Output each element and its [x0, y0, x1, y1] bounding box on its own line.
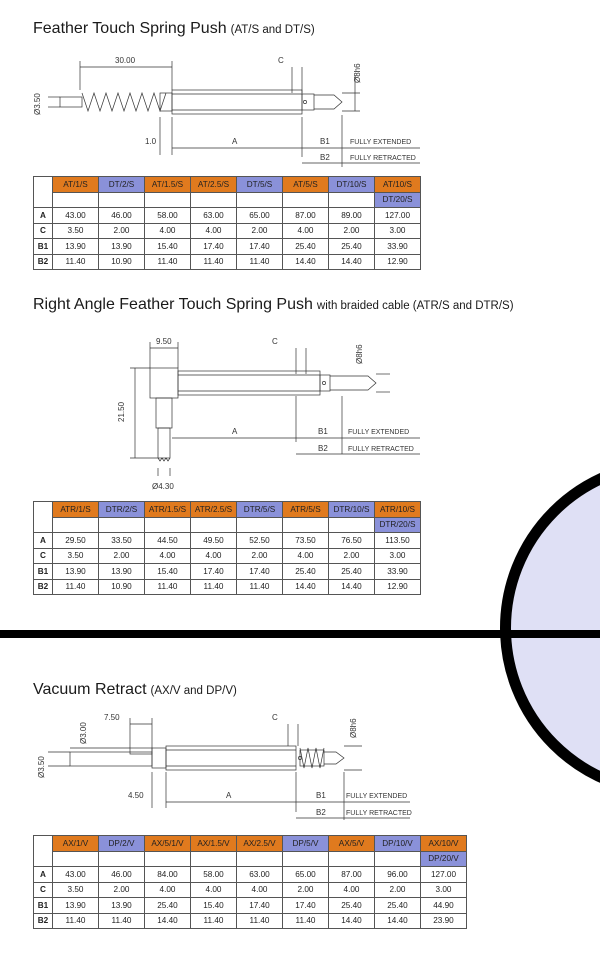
row-label: B1	[34, 239, 53, 255]
fully-extended-label: FULLY EXTENDED	[348, 429, 410, 436]
section-subtitle: (AT/S and DT/S)	[230, 24, 315, 36]
blank-cell	[191, 851, 237, 867]
cell: 113.50	[375, 533, 421, 549]
cell: 11.40	[145, 254, 191, 270]
row-label: C	[34, 548, 53, 564]
cell: 13.90	[53, 239, 99, 255]
cell: 2.00	[237, 223, 283, 239]
cell: 12.90	[375, 579, 421, 595]
decorative-circle	[500, 458, 600, 798]
cell: 25.40	[283, 564, 329, 580]
cell: 25.40	[329, 564, 375, 580]
blank-cell	[145, 517, 191, 533]
dim-c: C	[272, 713, 278, 722]
cell: 3.50	[53, 223, 99, 239]
dim-30: 30.00	[115, 56, 136, 65]
row-label: C	[34, 882, 53, 898]
cell: 33.50	[99, 533, 145, 549]
cell: 11.40	[53, 254, 99, 270]
section-title-text: Feather Touch Spring Push	[33, 20, 227, 37]
cell: 17.40	[237, 239, 283, 255]
header-cell: AX/2.5/V	[237, 836, 283, 852]
section-subtitle: with braided cable (ATR/S and DTR/S)	[316, 300, 514, 312]
header-cell-extra: DTR/20/S	[375, 517, 421, 533]
header-cell: DP/5/V	[283, 836, 329, 852]
blank-cell	[191, 517, 237, 533]
dim-body-diameter: Ø3.50	[33, 93, 42, 115]
row-label: A	[34, 867, 53, 883]
cell: 73.50	[283, 533, 329, 549]
cell: 4.00	[191, 548, 237, 564]
table-row	[34, 239, 421, 255]
dim-cable-diameter: Ø4.30	[152, 482, 174, 491]
cell: 3.00	[375, 223, 421, 239]
cell: 127.00	[421, 867, 467, 883]
row-label: B1	[34, 898, 53, 914]
spec-table	[33, 501, 421, 595]
fully-extended-label: FULLY EXTENDED	[350, 139, 412, 146]
dim-b1: B1	[316, 791, 326, 800]
cell: 11.40	[283, 913, 329, 929]
spec-table	[33, 835, 467, 929]
cell: 63.00	[237, 867, 283, 883]
cell: 25.40	[375, 898, 421, 914]
blank-cell	[329, 851, 375, 867]
dim-body-diameter: Ø3.50	[37, 756, 46, 778]
header-cell: AX/5/V	[329, 836, 375, 852]
cell: 33.90	[375, 564, 421, 580]
blank-cell	[237, 192, 283, 208]
dim-height: 21.50	[117, 401, 126, 422]
blank-cell	[375, 851, 421, 867]
cell: 49.50	[191, 533, 237, 549]
header-cell: DTR/10/S	[329, 502, 375, 518]
table-row	[34, 208, 421, 224]
blank-cell	[99, 851, 145, 867]
dim-tube-diameter: Ø3.00	[79, 722, 88, 744]
dim-tip-diameter: Ø8h6	[353, 63, 362, 83]
blank-cell	[283, 192, 329, 208]
cell: 17.40	[237, 564, 283, 580]
header-cell: ATR/2.5/S	[191, 502, 237, 518]
cell: 58.00	[145, 208, 191, 224]
cell: 14.40	[375, 913, 421, 929]
dim-b2: B2	[316, 808, 326, 817]
cell: 43.00	[53, 208, 99, 224]
divider-rule	[0, 630, 600, 638]
dim-left-offset: 4.50	[128, 791, 144, 800]
row-label: B2	[34, 254, 53, 270]
cell: 58.00	[191, 867, 237, 883]
header-cell: AX/1/V	[53, 836, 99, 852]
header-cell: AT/10/S	[375, 177, 421, 193]
blank-cell	[283, 517, 329, 533]
cell: 2.00	[283, 882, 329, 898]
cell: 14.40	[145, 913, 191, 929]
table-row	[34, 913, 467, 929]
cell: 17.40	[191, 564, 237, 580]
dim-a: A	[226, 791, 232, 800]
cell: 2.00	[329, 548, 375, 564]
cell: 52.50	[237, 533, 283, 549]
cell: 12.90	[375, 254, 421, 270]
right-angle-diagram	[0, 330, 440, 500]
section-title-text: Right Angle Feather Touch Spring Push	[33, 296, 313, 313]
row-label: B2	[34, 579, 53, 595]
cell: 11.40	[191, 579, 237, 595]
cell: 25.40	[329, 898, 375, 914]
cell: 4.00	[283, 548, 329, 564]
cell: 3.00	[375, 548, 421, 564]
table-corner	[34, 836, 53, 867]
table-row	[34, 254, 421, 270]
header-cell: DT/5/S	[237, 177, 283, 193]
cell: 43.00	[53, 867, 99, 883]
header-cell: ATR/5/S	[283, 502, 329, 518]
cell: 2.00	[99, 223, 145, 239]
cell: 2.00	[237, 548, 283, 564]
cell: 89.00	[329, 208, 375, 224]
cell: 13.90	[99, 239, 145, 255]
cell: 44.50	[145, 533, 191, 549]
cell: 13.90	[53, 564, 99, 580]
cell: 96.00	[375, 867, 421, 883]
cell: 14.40	[329, 579, 375, 595]
cell: 13.90	[53, 898, 99, 914]
cell: 17.40	[191, 239, 237, 255]
cell: 17.40	[283, 898, 329, 914]
table-corner	[34, 177, 53, 208]
cell: 11.40	[237, 913, 283, 929]
cell: 13.90	[99, 898, 145, 914]
cell: 2.00	[99, 882, 145, 898]
cell: 14.40	[329, 913, 375, 929]
table-row	[34, 882, 467, 898]
cell: 46.00	[99, 208, 145, 224]
header-cell: AT/1.5/S	[145, 177, 191, 193]
header-cell: DT/10/S	[329, 177, 375, 193]
table-row	[34, 898, 467, 914]
cell: 4.00	[283, 223, 329, 239]
cell: 4.00	[329, 882, 375, 898]
header-cell: AX/1.5/V	[191, 836, 237, 852]
spec-table	[33, 176, 421, 270]
cell: 33.90	[375, 239, 421, 255]
row-label: A	[34, 208, 53, 224]
cell: 3.50	[53, 882, 99, 898]
blank-cell	[53, 517, 99, 533]
cell: 11.40	[53, 579, 99, 595]
blank-cell	[99, 517, 145, 533]
section-title-text: Vacuum Retract	[33, 681, 147, 698]
dim-a: A	[232, 427, 238, 436]
dim-a: A	[232, 137, 238, 146]
blank-cell	[191, 192, 237, 208]
cell: 11.40	[99, 913, 145, 929]
header-cell-extra: DT/20/S	[375, 192, 421, 208]
header-cell: AT/5/S	[283, 177, 329, 193]
cell: 23.90	[421, 913, 467, 929]
cell: 11.40	[237, 579, 283, 595]
table-row	[34, 564, 421, 580]
row-label: B1	[34, 564, 53, 580]
section-title	[33, 20, 315, 38]
fully-retracted-label: FULLY RETRACTED	[346, 810, 412, 817]
dim-b2: B2	[320, 153, 330, 162]
cell: 10.90	[99, 579, 145, 595]
cell: 11.40	[145, 579, 191, 595]
cell: 4.00	[191, 882, 237, 898]
cell: 25.40	[283, 239, 329, 255]
row-label: C	[34, 223, 53, 239]
fully-retracted-label: FULLY RETRACTED	[348, 446, 414, 453]
cell: 14.40	[329, 254, 375, 270]
header-cell: ATR/10/S	[375, 502, 421, 518]
dim-b1: B1	[320, 137, 330, 146]
cell: 15.40	[191, 898, 237, 914]
cell: 87.00	[329, 867, 375, 883]
cell: 84.00	[145, 867, 191, 883]
header-cell-extra: DP/20/V	[421, 851, 467, 867]
dim-left-offset: 1.0	[145, 137, 157, 146]
header-cell: DP/2/V	[99, 836, 145, 852]
cell: 11.40	[53, 913, 99, 929]
cell: 4.00	[145, 548, 191, 564]
cell: 13.90	[99, 564, 145, 580]
section-title	[33, 296, 514, 314]
dim-7-50: 7.50	[104, 713, 120, 722]
header-cell: AX/5/1/V	[145, 836, 191, 852]
cell: 87.00	[283, 208, 329, 224]
blank-cell	[329, 517, 375, 533]
dim-9-50: 9.50	[156, 337, 172, 346]
cell: 2.00	[329, 223, 375, 239]
table-row	[34, 533, 421, 549]
header-cell: DTR/5/S	[237, 502, 283, 518]
blank-cell	[53, 851, 99, 867]
cell: 15.40	[145, 239, 191, 255]
header-cell: ATR/1.5/S	[145, 502, 191, 518]
fully-extended-label: FULLY EXTENDED	[346, 793, 408, 800]
cell: 4.00	[191, 223, 237, 239]
cell: 14.40	[283, 254, 329, 270]
blank-cell	[329, 192, 375, 208]
table-corner	[34, 502, 53, 533]
table-row	[34, 579, 421, 595]
cell: 76.50	[329, 533, 375, 549]
cell: 15.40	[145, 564, 191, 580]
cell: 4.00	[145, 223, 191, 239]
cell: 46.00	[99, 867, 145, 883]
cell: 17.40	[237, 898, 283, 914]
header-cell: AT/2.5/S	[191, 177, 237, 193]
dim-c: C	[278, 56, 284, 65]
cell: 3.00	[421, 882, 467, 898]
header-cell: ATR/1/S	[53, 502, 99, 518]
dim-b2: B2	[318, 444, 328, 453]
header-cell: DTR/2/S	[99, 502, 145, 518]
row-label: B2	[34, 913, 53, 929]
header-cell: AX/10/V	[421, 836, 467, 852]
cell: 44.90	[421, 898, 467, 914]
cell: 14.40	[283, 579, 329, 595]
blank-cell	[237, 851, 283, 867]
dim-c: C	[272, 337, 278, 346]
cell: 63.00	[191, 208, 237, 224]
blank-cell	[53, 192, 99, 208]
blank-cell	[145, 192, 191, 208]
cell: 4.00	[145, 882, 191, 898]
cell: 10.90	[99, 254, 145, 270]
cell: 11.40	[191, 254, 237, 270]
cell: 11.40	[237, 254, 283, 270]
table-row	[34, 548, 421, 564]
table-row	[34, 867, 467, 883]
dim-b1: B1	[318, 427, 328, 436]
cell: 25.40	[329, 239, 375, 255]
blank-cell	[145, 851, 191, 867]
cell: 25.40	[145, 898, 191, 914]
cell: 127.00	[375, 208, 421, 224]
section-subtitle: (AX/V and DP/V)	[150, 685, 237, 697]
vacuum-retract-diagram	[0, 708, 440, 826]
cell: 65.00	[237, 208, 283, 224]
cell: 11.40	[191, 913, 237, 929]
cell: 65.00	[283, 867, 329, 883]
row-label: A	[34, 533, 53, 549]
cell: 2.00	[375, 882, 421, 898]
blank-cell	[237, 517, 283, 533]
table-row	[34, 223, 421, 239]
blank-cell	[99, 192, 145, 208]
cell: 2.00	[99, 548, 145, 564]
dim-tip-diameter: Ø8h6	[355, 344, 364, 364]
header-cell: AT/1/S	[53, 177, 99, 193]
section-title	[33, 681, 237, 699]
feather-touch-diagram	[0, 45, 440, 175]
cell: 3.50	[53, 548, 99, 564]
blank-cell	[283, 851, 329, 867]
header-cell: DP/10/V	[375, 836, 421, 852]
cell: 29.50	[53, 533, 99, 549]
header-cell: DT/2/S	[99, 177, 145, 193]
dim-tip-diameter: Ø8h6	[349, 718, 358, 738]
cell: 4.00	[237, 882, 283, 898]
fully-retracted-label: FULLY RETRACTED	[350, 155, 416, 162]
